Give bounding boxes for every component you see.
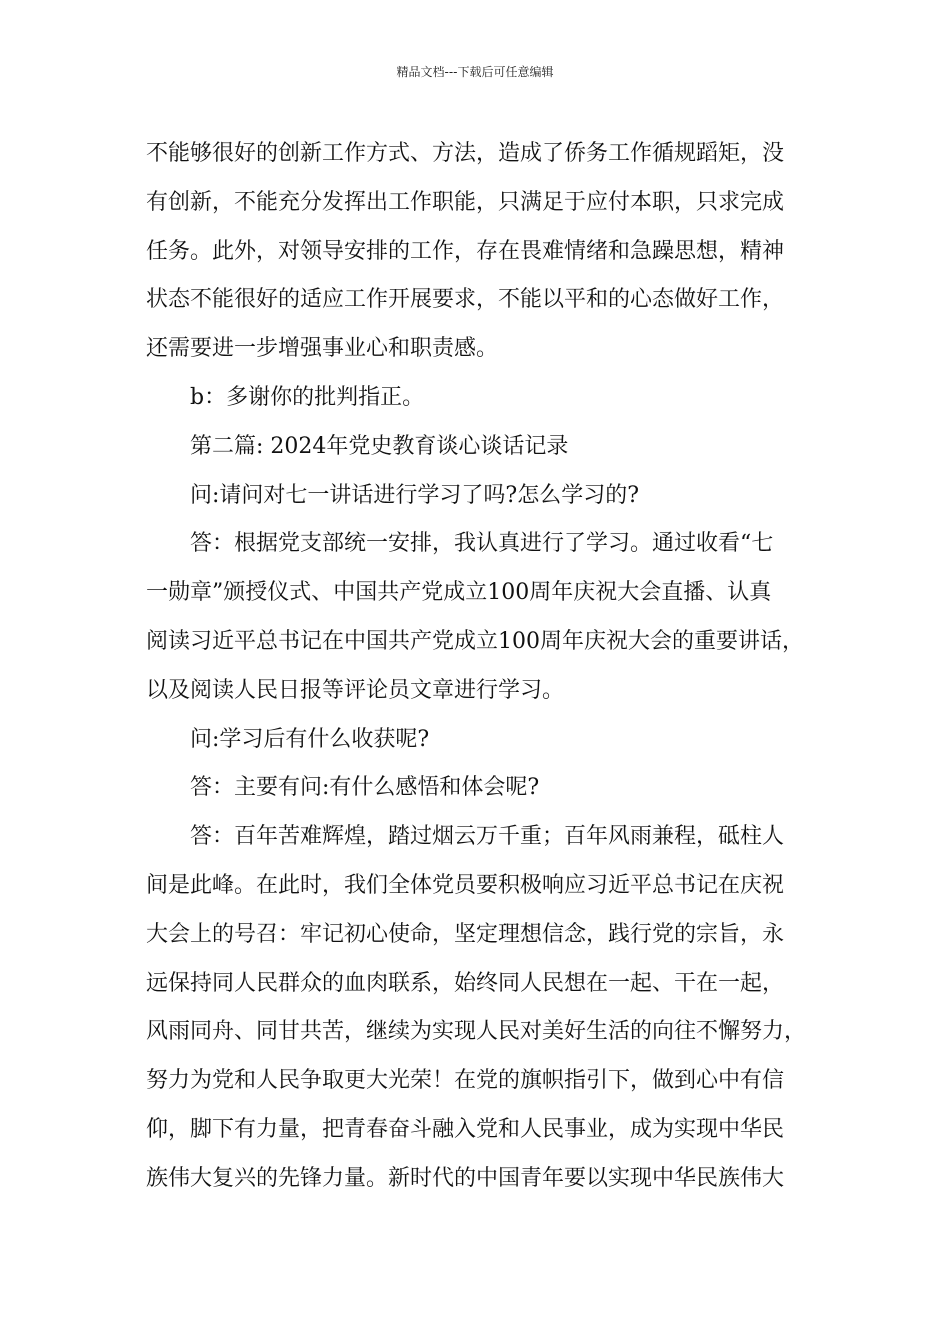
text-line: 还需要进一步增强事业心和职责感。 bbox=[146, 336, 499, 362]
text-line: 远保持同人民群众的血肉联系，始终同人民想在一起、干在一起， bbox=[146, 970, 785, 996]
text-line: 间是此峰。在此时，我们全体党员要积极响应习近平总书记在庆祝 bbox=[146, 872, 785, 898]
text-line: 问:请问对七一讲话进行学习了吗?怎么学习的? bbox=[190, 482, 640, 508]
text-line: 仰，脚下有力量，把青春奋斗融入党和人民事业，成为实现中华民 bbox=[146, 1116, 785, 1142]
text-line: 不能够很好的创新工作方式、方法，造成了侨务工作循规蹈矩，没 bbox=[146, 141, 785, 166]
text-line: 答：主要有问:有什么感悟和体会呢? bbox=[190, 775, 540, 801]
text-line: 努力为党和人民争取更大光荣！在党的旗帜指引下，做到心中有信 bbox=[146, 1068, 785, 1094]
text-line: 状态不能很好的适应工作开展要求，不能以平和的心态做好工作， bbox=[146, 287, 785, 313]
page-header: 精品文档---下载后可任意编辑 bbox=[396, 65, 554, 79]
text-line: 以及阅读人民日报等评论员文章进行学习。 bbox=[146, 677, 565, 703]
text-line: 任务。此外，对领导安排的工作，存在畏难情绪和急躁思想，精神 bbox=[146, 238, 785, 264]
text-line: 风雨同舟、同甘共苦，继续为实现人民对美好生活的向往不懈努力， bbox=[146, 1019, 807, 1045]
text-line: 有创新，不能充分发挥出工作职能，只满足于应付本职，只求完成 bbox=[146, 189, 785, 215]
text-line: 一勋章”颁授仪式、中国共产党成立100周年庆祝大会直播、认真 bbox=[146, 580, 772, 606]
text-line: b：多谢你的批判指正。 bbox=[190, 384, 425, 410]
text-line: 大会上的号召：牢记初心使命，坚定理想信念，践行党的宗旨，永 bbox=[146, 921, 785, 947]
text-line: 答：根据党支部统一安排，我认真进行了学习。通过收看“七 bbox=[190, 531, 774, 557]
text-line: 问:学习后有什么收获呢? bbox=[190, 726, 430, 752]
text-line: 阅读习近平总书记在中国共产党成立100周年庆祝大会的重要讲话， bbox=[146, 628, 804, 654]
text-line: 答：百年苦难辉煌，踏过烟云万千重；百年风雨兼程，砥柱人 bbox=[190, 824, 785, 850]
text-line: 第二篇: 2024年党史教育谈心谈话记录 bbox=[190, 433, 569, 459]
text-line: 族伟大复兴的先锋力量。新时代的中国青年要以实现中华民族伟大 bbox=[146, 1165, 785, 1191]
document-body bbox=[146, 130, 816, 1204]
